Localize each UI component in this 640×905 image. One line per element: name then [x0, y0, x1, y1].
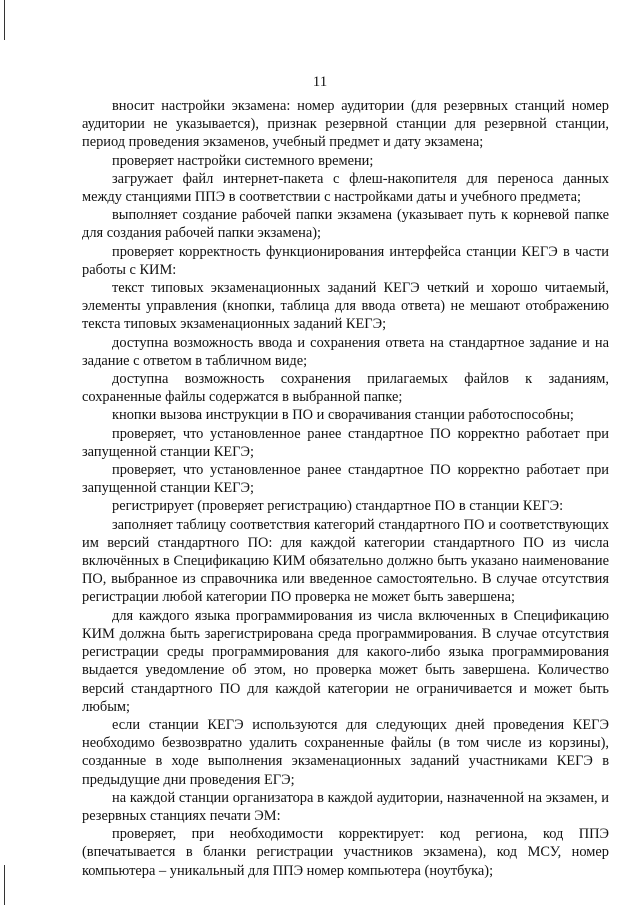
paragraph: заполняет таблицу соответствия категорий стандартного ПО и соответствующих им версий стандартного ПО: для каждой категории стандартного ПО из числа включённых в Спецификацию КИМ обязательно должно быть указано наименование ПО, выбранное из справочника или введенное самостоятельно. В случае отсутствия регистрации любой категории ПО проверка не может быть завершена;: [82, 516, 609, 606]
paragraph: выполняет создание рабочей папки экзамена (указывает путь к корневой папке для создания рабочей папки экзамена);: [82, 207, 609, 242]
paragraph: проверяет, при необходимости корректирует: код региона, код ППЭ (впечатывается в бланки регистрации участников экзамена), код МСУ, номер компьютера – уникальный для ППЭ номер компьютера (ноутбука);: [82, 826, 609, 879]
document-body: [82, 97, 609, 880]
paragraph: на каждой станции организатора в каждой аудитории, назначенной на экзамен, и резервных станциях печати ЭМ:: [82, 789, 609, 824]
paragraph: загружает файл интернет-пакета с флеш-накопителя для переноса данных между станциями ППЭ в соответствии с настройками даты и учебного предмета;: [82, 170, 609, 206]
paragraph: проверяет, что установленное ранее стандартное ПО корректно работает при запущенной станции КЕГЭ;: [82, 425, 609, 460]
scan-edge-line-top: [4, 0, 5, 40]
paragraph: вносит настройки экзамена: номер аудитории (для резервных станций номер аудитории не указывается), признак резервной станции для резервной станции, период проведения экзаменов, учебный предмет и дату экзамена;: [82, 98, 609, 151]
paragraph: проверяет корректность функционирования интерфейса станции КЕГЭ в части работы с КИМ:: [82, 243, 609, 278]
scan-edge-line-bottom: [4, 865, 5, 905]
paragraph: регистрирует (проверяет регистрацию) стандартное ПО в станции КЕГЭ:: [112, 498, 564, 515]
paragraph: кнопки вызова инструкции в ПО и сворачивания станции работоспособны;: [112, 407, 574, 424]
paragraph: текст типовых экзаменационных заданий КЕГЭ четкий и хорошо читаемый, элементы управления (кнопки, таблица для ввода ответа) не мешают отображению текста типовых экзаменационных заданий КЕГЭ;: [82, 280, 609, 333]
paragraph: если станции КЕГЭ используются для следующих дней проведения КЕГЭ необходимо безвозвратно удалить сохраненные файлы (в том числе из корзины), созданные в ходе выполнения экзаменационных заданий участниками КЕГЭ в предыдущие дни проведения ЕГЭ;: [82, 716, 609, 788]
paragraph: для каждого языка программирования из числа включенных в Спецификацию КИМ должна быть зарегистрирована среда программирования. В случае отсутствия регистрации среды программирования для какого-либо языка программирования выдается уведомление об этом, но проверка может быть завершена. Количество версий стандартного ПО для каждой категории не ограничивается и может быть любым;: [82, 607, 609, 715]
page-number: 11: [312, 74, 328, 90]
paragraph: проверяет, что установленное ранее стандартное ПО корректно работает при запущенной станции КЕГЭ;: [82, 462, 609, 497]
paragraph: доступна возможность сохранения прилагаемых файлов к заданиям, сохраненные файлы содержатся в выбранной папке;: [82, 371, 609, 406]
paragraph: доступна возможность ввода и сохранения ответа на стандартное задание и на задание с ответом в табличном виде;: [82, 334, 609, 369]
paragraph: проверяет настройки системного времени;: [112, 152, 374, 169]
